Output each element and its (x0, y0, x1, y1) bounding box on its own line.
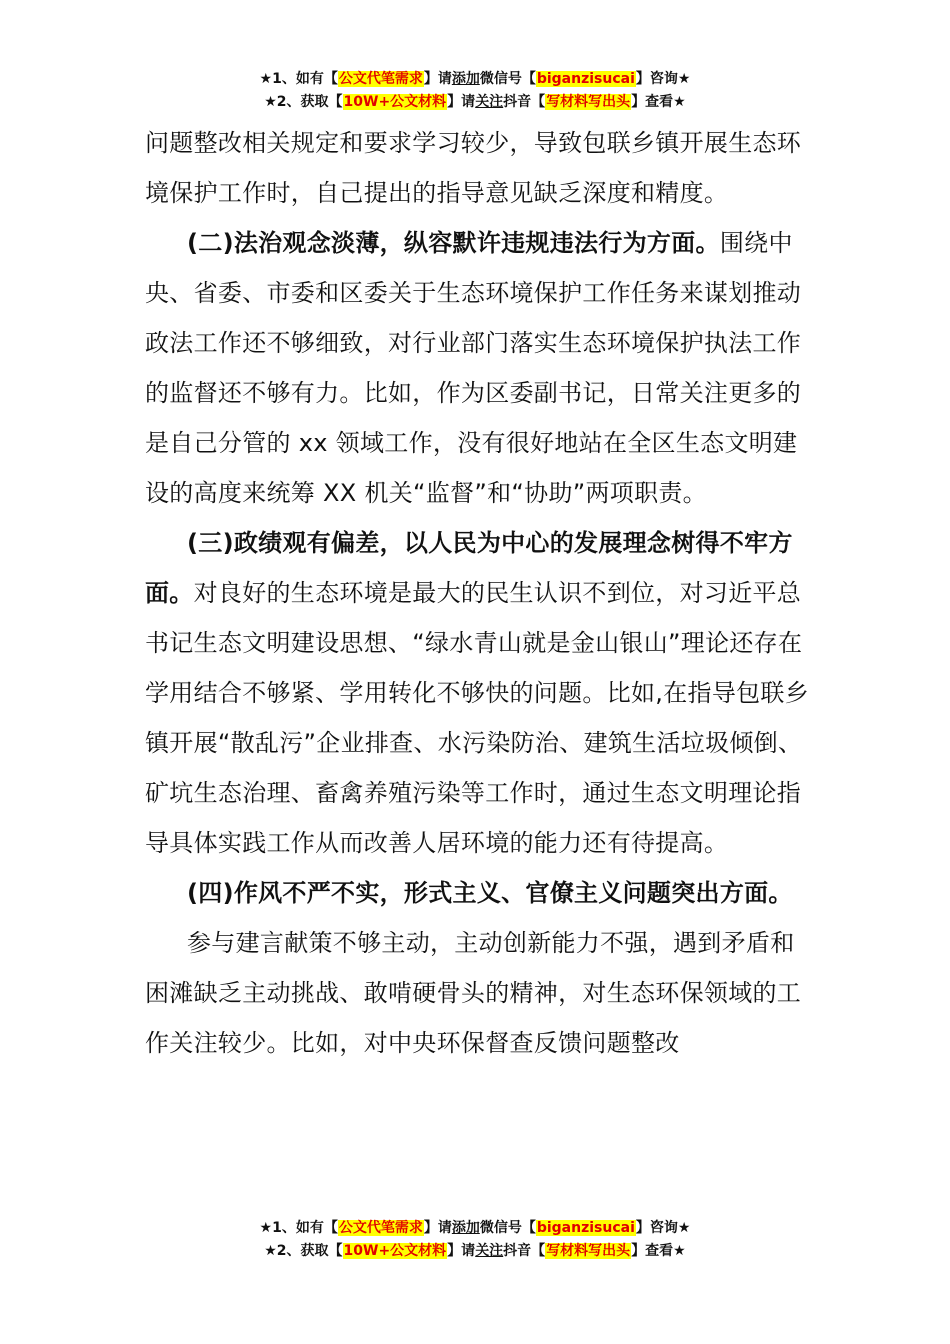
highlight-douyin: 写材料写出头 (546, 94, 631, 110)
paragraph-4 (145, 868, 813, 918)
document-body (145, 118, 813, 1068)
banner-line-2: ★2、获取【10W+公文材料】请关注抖音【写材料写出头】查看★ (264, 1243, 686, 1259)
section-heading-4: (四)作风不严不实，形式主义、官僚主义问题突出方面。 (187, 879, 793, 907)
banner-line-1: ★1、如有【公文代笔需求】请添加微信号【biganzisucai】咨询★ (259, 71, 691, 87)
paragraph-3: (三)政绩观有偏差，以人民为中心的发展理念树得不牢方面。对良好的生态环境是最大的民生认识不到位，对习近平总书记生态文明建设思想、“绿水青山就是金山银山”理论还存在学用结合不够紧、学用转化不够快的问题。比如,在指导包联乡镇开展“散乱污”企业排查、水污染防治、建筑生活垃圾倾倒、矿坑生态治理、畜禽养殖污染等工作时，通过生态文明理论指导具体实践工作从而改善人居环境的能力还有待提高。 (145, 529, 810, 857)
highlight-wechat-id: biganzisucai (536, 1220, 635, 1236)
highlight-materials: 10W+公文材料 (343, 1243, 447, 1259)
banner-line-1: ★1、如有【公文代笔需求】请添加微信号【biganzisucai】咨询★ (259, 1220, 691, 1236)
highlight-service: 公文代笔需求 (338, 1220, 423, 1236)
paragraph-5: 参与建言献策不够主动，主动创新能力不强，遇到矛盾和困滩缺乏主动挑战、敢啃硬骨头的精神，对生态环保领域的工作关注较少。比如，对中央环保督查反馈问题整改 (145, 929, 802, 1057)
highlight-wechat-id: biganzisucai (536, 71, 635, 87)
paragraph-1: 问题整改相关规定和要求学习较少，导致包联乡镇开展生态环境保护工作时，自己提出的指导意见缺乏深度和精度。 (145, 129, 802, 207)
highlight-douyin: 写材料写出头 (546, 1243, 631, 1259)
paragraph-2: (二)法治观念淡薄，纵容默许违规违法行为方面。围绕中央、省委、市委和区委关于生态环境保护工作任务来谋划推动政法工作还不够细致，对行业部门落实生态环境保护执法工作的监督还不够有力。比如，作为区委副书记，日常关注更多的是自己分管的 xx 领域工作，没有很好地站在全区生态文明建设的高度来统筹 XX 机关“监督”和“协助”两项职责。 (145, 229, 802, 507)
section-heading-2: (二)法治观念淡薄，纵容默许违规违法行为方面。 (187, 229, 720, 257)
footer-banner (0, 1217, 950, 1263)
highlight-service: 公文代笔需求 (338, 71, 423, 87)
highlight-materials: 10W+公文材料 (343, 94, 447, 110)
banner-line-2: ★2、获取【10W+公文材料】请关注抖音【写材料写出头】查看★ (264, 94, 686, 110)
header-banner (0, 68, 950, 114)
section-heading-3: (三)政绩观有偏差，以人民为中心的发展理念树得不牢方面。 (145, 529, 793, 607)
